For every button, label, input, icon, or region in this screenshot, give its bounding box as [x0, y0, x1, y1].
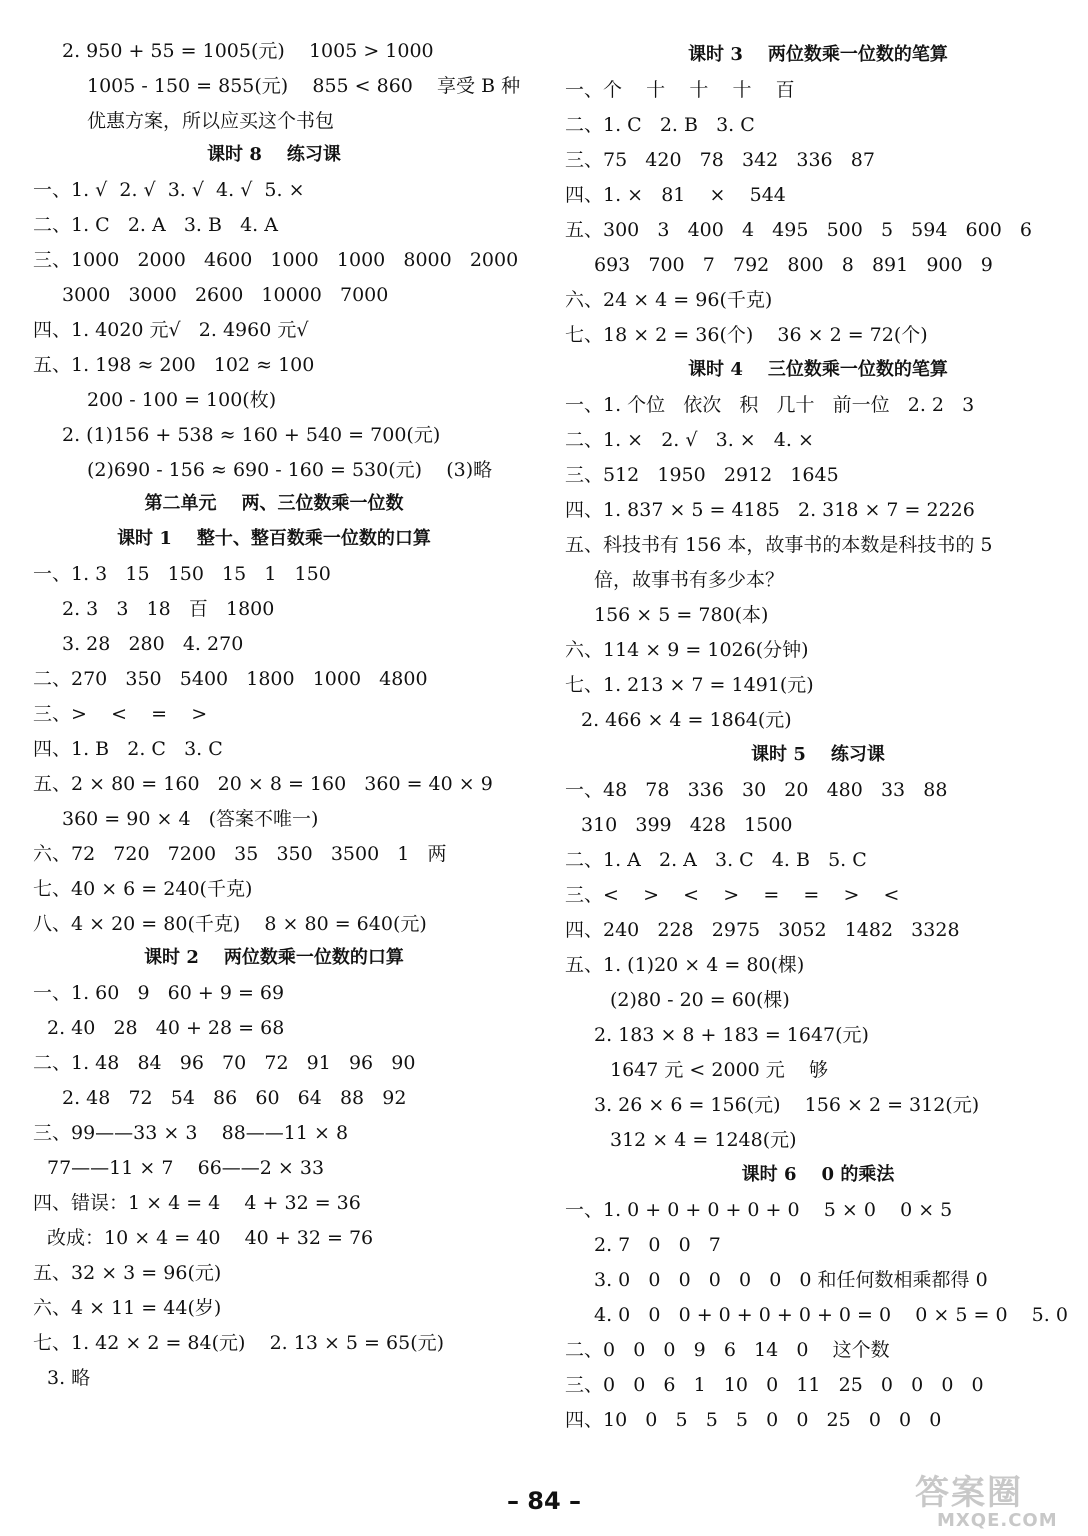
answer-line: 2. 3 3 18 百 1800 — [62, 598, 275, 620]
answer-line: 七、1. 42 × 2 = 84(元) 2. 13 × 5 = 65(元) — [33, 1332, 445, 1354]
answer-line: 693 700 7 792 800 8 891 900 9 — [594, 254, 993, 276]
answer-line: 3. 26 × 6 = 156(元) 156 × 2 = 312(元) — [594, 1094, 980, 1116]
answer-line: 3. 略 — [47, 1367, 91, 1389]
answer-line: 四、1. B 2. C 3. C — [33, 738, 223, 760]
answer-line: 2. 48 72 54 86 60 64 88 92 — [62, 1087, 407, 1109]
answer-line: 一、1. 0 + 0 + 0 + 0 + 0 5 × 0 0 × 5 — [565, 1199, 953, 1221]
answer-line: 四、错误：1 × 4 = 4 4 + 32 = 36 — [33, 1192, 361, 1214]
section-heading: 课时 8 练习课 — [207, 144, 341, 165]
answer-line: 2. 950 + 55 = 1005(元) 1005 > 1000 — [62, 40, 434, 62]
answer-line: 六、24 × 4 = 96(千克) — [565, 289, 773, 311]
answer-line: 三、99——33 × 3 88——11 × 8 — [33, 1122, 349, 1144]
answer-line: 四、240 228 2975 3052 1482 3328 — [565, 919, 960, 941]
answer-line: 四、1. 837 × 5 = 4185 2. 318 × 7 = 2226 — [565, 499, 975, 521]
answer-line: 一、1. √ 2. √ 3. √ 4. √ 5. × — [33, 179, 305, 201]
answer-line: 1005 - 150 = 855(元) 855 < 860 享受 B 种 — [87, 75, 521, 97]
section-heading: 课时 2 两位数乘一位数的口算 — [144, 947, 404, 968]
section-heading: 课时 4 三位数乘一位数的笔算 — [688, 359, 948, 380]
answer-line: 五、1. 198 ≈ 200 102 ≈ 100 — [33, 354, 315, 376]
answer-line: 五、32 × 3 = 96(元) — [33, 1262, 222, 1284]
answer-line: 一、1. 个位 依次 积 几十 前一位 2. 2 3 — [565, 394, 975, 416]
answer-line: 三、512 1950 2912 1645 — [565, 464, 839, 486]
section-heading: 第二单元 两、三位数乘一位数 — [144, 493, 404, 514]
answer-line: 200 - 100 = 100(枚) — [87, 389, 277, 411]
answer-line: 2. (1)156 + 538 ≈ 160 + 540 = 700(元) — [62, 424, 441, 446]
answer-line: 312 × 4 = 1248(元) — [610, 1129, 797, 1151]
answer-line: 310 399 428 1500 — [581, 814, 793, 836]
answer-line: 三、> < = > — [33, 703, 208, 725]
section-heading: 课时 3 两位数乘一位数的笔算 — [688, 44, 948, 65]
answer-line: 一、48 78 336 30 20 480 33 88 — [565, 779, 948, 801]
answer-line: 1647 元 < 2000 元 够 — [610, 1059, 828, 1081]
answer-line: 3000 3000 2600 10000 7000 — [62, 284, 389, 306]
answer-line: 二、1. A 2. A 3. C 4. B 5. C — [565, 849, 867, 871]
answer-line: 四、1. 4020 元√ 2. 4960 元√ — [33, 319, 309, 341]
answer-line: 三、0 0 6 1 10 0 11 25 0 0 0 0 — [565, 1374, 984, 1396]
answer-line: 改成：10 × 4 = 40 40 + 32 = 76 — [47, 1227, 374, 1249]
answer-line: 优惠方案，所以应买这个书包 — [87, 110, 335, 132]
answer-line: 五、300 3 400 4 495 500 5 594 600 6 — [565, 219, 1033, 241]
answer-line: 二、1. × 2. √ 3. × 4. × — [565, 429, 814, 451]
answer-line: 一、个 十 十 十 百 — [565, 79, 795, 101]
answer-line: 二、1. 48 84 96 70 72 91 96 90 — [33, 1052, 416, 1074]
answer-line: 156 × 5 = 780(本) — [594, 604, 769, 626]
answer-line: 四、10 0 5 5 5 0 0 25 0 0 0 — [565, 1409, 942, 1431]
answer-line: 八、4 × 20 = 80(千克) 8 × 80 = 640(元) — [33, 913, 427, 935]
answer-line: 七、18 × 2 = 36(个) 36 × 2 = 72(个) — [565, 324, 928, 346]
watermark-text: 答案圈 — [915, 1473, 1023, 1513]
answer-line: 二、1. C 2. A 3. B 4. A — [33, 214, 278, 236]
answer-line: 二、1. C 2. B 3. C — [565, 114, 755, 136]
answer-line: 三、75 420 78 342 336 87 — [565, 149, 875, 171]
answer-line: 三、< > < > = = > < — [565, 884, 900, 906]
answer-line: 360 = 90 × 4 (答案不唯一) — [62, 808, 319, 830]
answer-line: 三、1000 2000 4600 1000 1000 8000 2000 — [33, 249, 519, 271]
answer-line: 77——11 × 7 66——2 × 33 — [47, 1157, 325, 1179]
page-number: – 84 – — [506, 1487, 582, 1515]
answer-line: 2. 466 × 4 = 1864(元) — [581, 709, 792, 731]
answer-line: 2. 183 × 8 + 183 = 1647(元) — [594, 1024, 869, 1046]
section-heading: 课时 5 练习课 — [751, 744, 885, 765]
answer-line: 六、72 720 7200 35 350 3500 1 两 — [33, 843, 447, 865]
watermark-logo — [915, 1474, 1083, 1532]
answer-line: 一、1. 3 15 150 15 1 150 — [33, 563, 331, 585]
answer-line: 七、40 × 6 = 240(千克) — [33, 878, 253, 900]
watermark-url: MXQE.COM — [937, 1510, 1058, 1531]
answer-line: 五、1. (1)20 × 4 = 80(棵) — [565, 954, 805, 976]
answer-line: 六、114 × 9 = 1026(分钟) — [565, 639, 809, 661]
answer-line: 二、0 0 0 9 6 14 0 这个数 — [565, 1339, 890, 1361]
answer-line: 2. 40 28 40 + 28 = 68 — [47, 1017, 285, 1039]
answer-line: (2)690 - 156 ≈ 690 - 160 = 530(元) (3)略 — [87, 459, 493, 481]
answer-line: 一、1. 60 9 60 + 9 = 69 — [33, 982, 285, 1004]
answer-line: 四、1. × 81 × 544 — [565, 184, 786, 206]
section-heading: 课时 1 整十、整百数乘一位数的口算 — [117, 528, 431, 549]
section-heading: 课时 6 0 的乘法 — [741, 1164, 895, 1185]
answer-line: 五、2 × 80 = 160 20 × 8 = 160 360 = 40 × 9 — [33, 773, 493, 795]
answer-line: 4. 0 0 0 + 0 + 0 + 0 + 0 = 0 0 × 5 = 0 5. 0 — [594, 1304, 1068, 1326]
answer-line: 3. 28 280 4. 270 — [62, 633, 244, 655]
answer-line: 3. 0 0 0 0 0 0 0 和任何数相乘都得 0 — [594, 1269, 988, 1291]
answer-line: 六、4 × 11 = 44(岁) — [33, 1297, 222, 1319]
answer-line: (2)80 - 20 = 60(棵) — [610, 989, 790, 1011]
answer-line: 七、1. 213 × 7 = 1491(元) — [565, 674, 814, 696]
answer-line: 2. 7 0 0 7 — [594, 1234, 721, 1256]
answer-line: 二、270 350 5400 1800 1000 4800 — [33, 668, 428, 690]
answer-line: 倍，故事书有多少本？ — [594, 569, 785, 591]
answer-line: 五、科技书有 156 本，故事书的本数是科技书的 5 — [565, 534, 993, 556]
